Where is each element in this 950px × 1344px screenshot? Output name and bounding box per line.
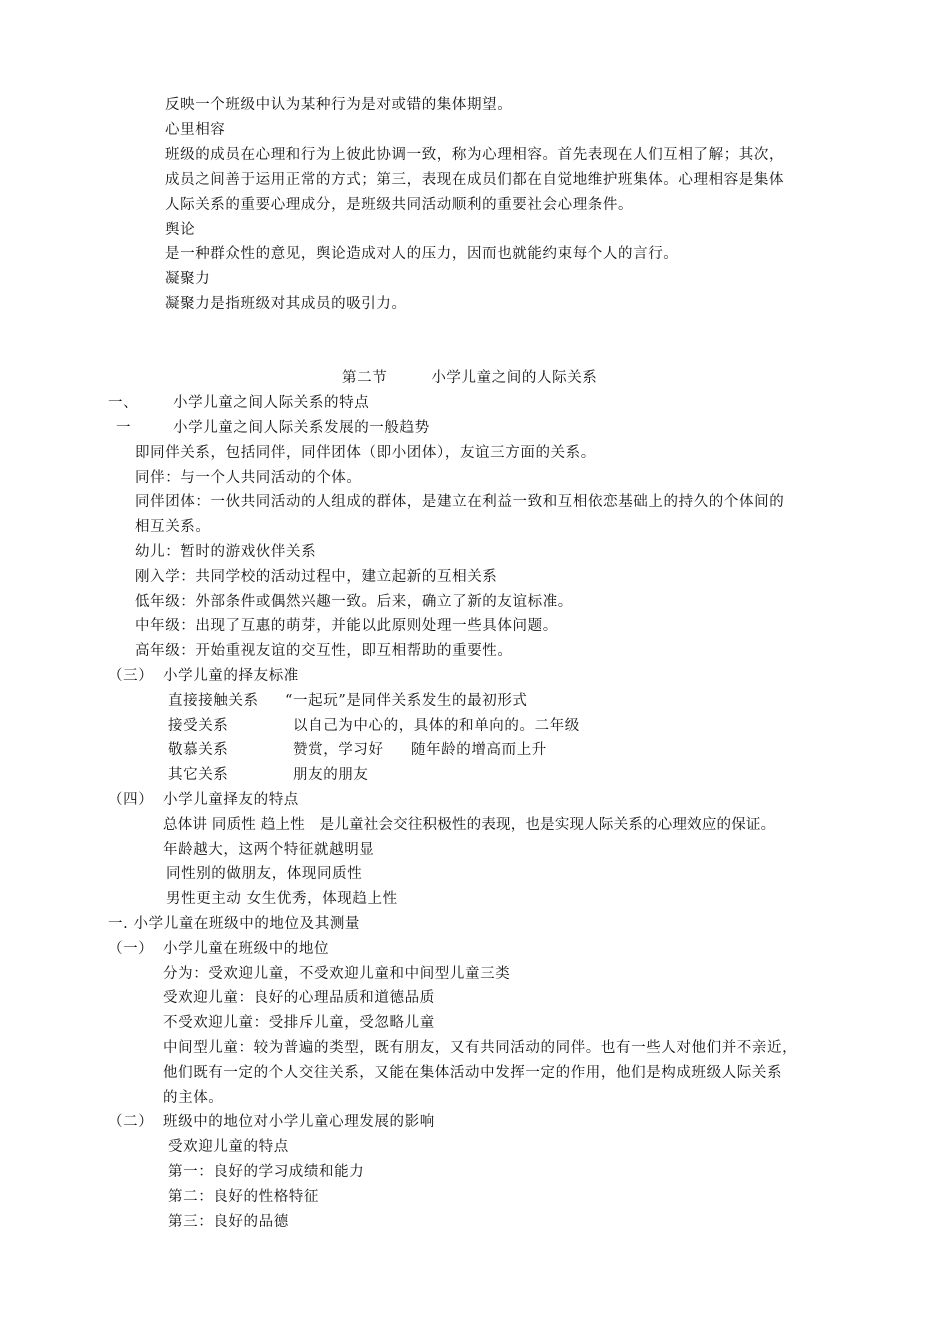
criteria-row: 直接接触关系 “一起玩”是同伴关系发生的最初形式	[168, 693, 528, 709]
subheading-public-opinion: 舆论	[165, 222, 196, 238]
text-line: 同伴：与一个人共同活动的个体。	[135, 470, 362, 486]
text-line: 低年级：外部条件或偶然兴趣一致。后来，确立了新的友谊标准。	[135, 594, 573, 610]
text-line: 男性更主动 女生优秀，体现趋上性	[166, 891, 398, 907]
text-line: 同性别的做朋友，体现同质性	[166, 866, 363, 882]
heading-1: 一、 小学儿童之间人际关系的特点	[108, 395, 370, 411]
heading-5: 一. 小学儿童在班级中的地位及其测量	[108, 916, 361, 932]
text-line: 他们既有一定的个人交往关系，又能在集体活动中发挥一定的作用，他们是构成班级人际关系	[163, 1065, 783, 1081]
text-line: 班级的成员在心理和行为上彼此协调一致，称为心理相容。首先表现在人们互相了解；其次，	[165, 147, 785, 163]
heading-6: （一） 小学儿童在班级中的地位	[108, 941, 330, 957]
text-line: 相互关系。	[135, 519, 211, 535]
text-line: 第一：良好的学习成绩和能力	[168, 1164, 365, 1180]
text-line: 中间型儿童：较为普遍的类型，既有朋友，又有共同活动的同伴。也有一些人对他们并不亲近，	[163, 1040, 798, 1056]
text-line: 受欢迎儿童的特点	[168, 1139, 289, 1155]
subheading-cohesion: 凝聚力	[165, 271, 211, 287]
section-number: 第二节	[342, 370, 388, 386]
subheading-psychological-compatibility: 心里相容	[165, 122, 226, 138]
text-line: 不受欢迎儿童：受排斥儿童，受忽略儿童	[163, 1015, 435, 1031]
criteria-row: 其它关系 朋友的朋友	[168, 767, 369, 783]
text-line: 年龄越大，这两个特征就越明显	[163, 842, 375, 858]
heading-7: （二） 班级中的地位对小学儿童心理发展的影响	[108, 1114, 435, 1130]
text-line: 第二：良好的性格特征	[168, 1189, 319, 1205]
text-line: 是一种群众性的意见，舆论造成对人的压力，因而也就能约束每个人的言行。	[165, 246, 679, 262]
section-title	[342, 368, 597, 388]
heading-2: 一 小学儿童之间人际关系发展的一般趋势	[116, 420, 430, 436]
text-line: 成员之间善于运用正常的方式；第三，表现在成员们都在自觉地维护班集体。心理相容是集体	[165, 172, 785, 188]
heading-3: （三） 小学儿童的择友标准	[108, 668, 299, 684]
text-line: 人际关系的重要心理成分，是班级共同活动顺利的重要社会心理条件。	[165, 197, 634, 213]
text-line: 即同伴关系，包括同伴，同伴团体（即小团体），友谊三方面的关系。	[135, 445, 596, 461]
section-name: 小学儿童之间的人际关系	[431, 370, 598, 386]
text-line: 凝聚力是指班级对其成员的吸引力。	[165, 296, 407, 312]
text-line: 刚入学：共同学校的活动过程中，建立起新的互相关系	[135, 569, 498, 585]
text-line: 的主体。	[163, 1090, 224, 1106]
text-line: 同伴团体：一伙共同活动的人组成的群体，是建立在利益一致和互相依恋基础上的持久的个体间的	[135, 494, 785, 510]
text-line: 分为：受欢迎儿童，不受欢迎儿童和中间型儿童三类	[163, 966, 511, 982]
text-line: 第三：良好的品德	[168, 1214, 289, 1230]
criteria-row: 敬慕关系 赞赏，学习好 随年龄的增高而上升	[168, 742, 547, 758]
text-line: 受欢迎儿童：良好的心理品质和道德品质	[163, 990, 435, 1006]
heading-4: （四） 小学儿童择友的特点	[108, 792, 299, 808]
text-line: 高年级：开始重视友谊的交互性，即互相帮助的重要性。	[135, 643, 513, 659]
text-line: 反映一个班级中认为某种行为是对或错的集体期望。	[165, 97, 513, 113]
text-line: 中年级：出现了互惠的萌芽，并能以此原则处理一些具体问题。	[135, 618, 558, 634]
criteria-row: 接受关系 以自己为中心的，具体的和单向的。二年级	[168, 718, 580, 734]
text-line: 总体讲 同质性 趋上性 是儿童社会交往积极性的表现，也是实现人际关系的心理效应的保证。	[163, 817, 776, 833]
text-line: 幼儿：暂时的游戏伙伴关系	[135, 544, 317, 560]
